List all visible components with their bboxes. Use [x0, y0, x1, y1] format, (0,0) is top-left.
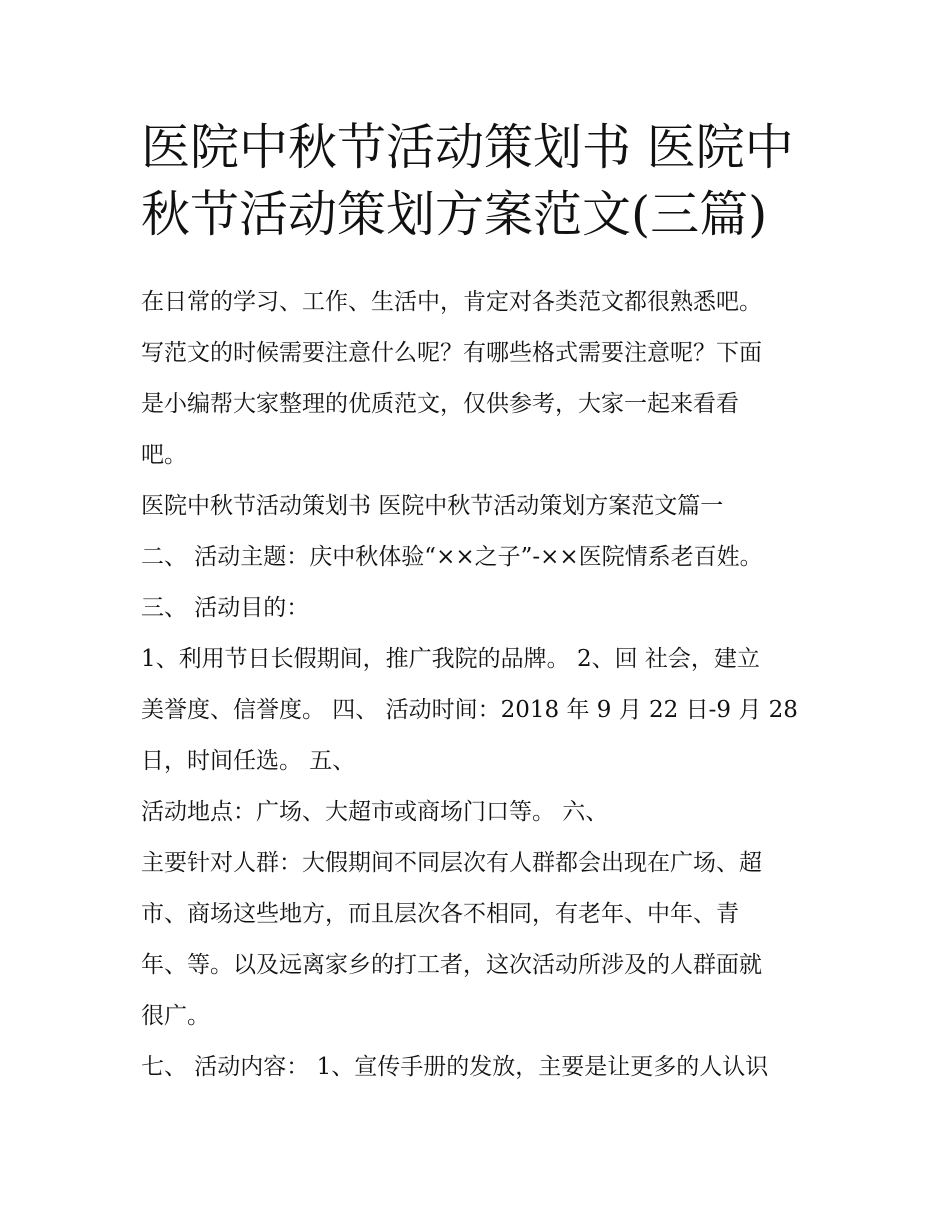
activity-purpose: 三、 活动目的： [141, 595, 310, 621]
content-line-1: 七、 活动内容： 1、宣传手册的发放，主要是让更多的人认识 [141, 1054, 769, 1080]
activity-theme: 二、 活动主题：庆中秋体验“××之子”-××医院情系老百姓。 [141, 544, 763, 570]
purpose-line-1: 1、利用节日长假期间，推广我院的品牌。 2、回 社会，建立 [141, 646, 760, 672]
intro-line-2: 写范文的时候需要注意什么呢？有哪些格式需要注意呢？下面 [141, 340, 762, 366]
audience-line-2: 市、商场这些地方，而且层次各不相同，有老年、中年、青 [141, 901, 739, 927]
section-heading: 医院中秋节活动策划书 医院中秋节活动策划方案范文篇一 [141, 493, 724, 519]
intro-line-4: 吧。 [141, 442, 187, 468]
intro-line-3: 是小编帮大家整理的优质范文，仅供参考，大家一起来看看 [141, 391, 739, 417]
title-line-2: 秋节活动策划方案范文(三篇) [141, 186, 768, 243]
audience-line-3: 年、等。以及远离家乡的打工者，这次活动所涉及的人群面就 [141, 952, 762, 978]
audience-line-1: 主要针对人群：大假期间不同层次有人群都会出现在广场、超 [141, 850, 762, 876]
document-title [141, 114, 841, 248]
intro-line-1: 在日常的学习、工作、生活中，肯定对各类范文都很熟悉吧。 [141, 289, 762, 315]
title-line-1: 医院中秋节活动策划书 医院中 [141, 119, 794, 176]
audience-line-4: 很广。 [141, 1003, 210, 1029]
purpose-line-2: 美誉度、信誉度。 四、 活动时间：2018 年 9 月 22 日-9 月 28 [141, 697, 798, 723]
time-line: 日，时间任选。 五、 [141, 748, 356, 774]
location-line: 活动地点：广场、大超市或商场门口等。 六、 [141, 799, 609, 825]
